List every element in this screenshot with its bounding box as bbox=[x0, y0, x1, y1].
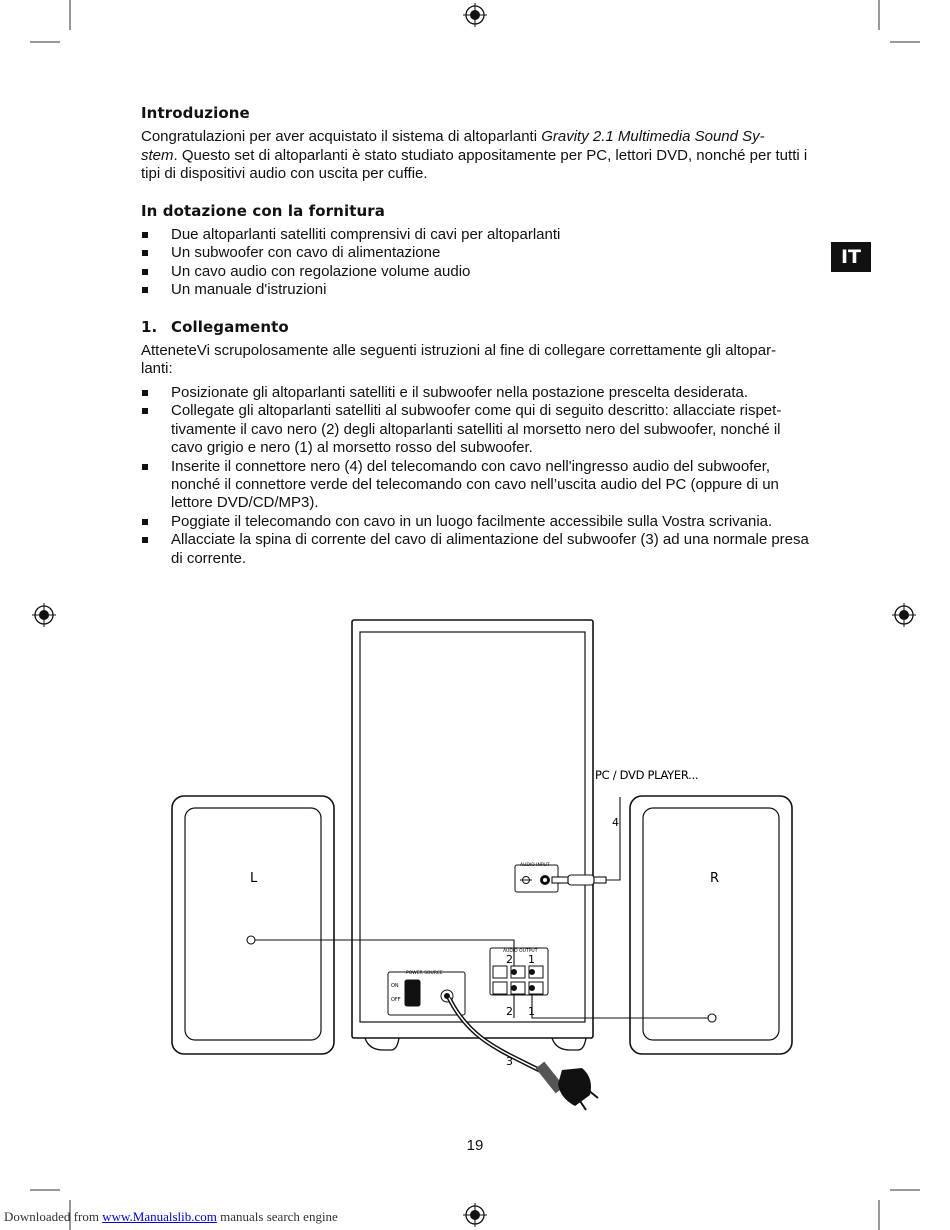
connection-intro bbox=[141, 342, 811, 379]
audio-cable bbox=[552, 797, 620, 885]
page-number: 19 bbox=[466, 1137, 484, 1154]
section-title: Collegamento bbox=[171, 317, 289, 336]
connection-intro-line: AtteneteVi scrupolosamente alle seguenti istruzioni al fine di collegare correttamente gli altopar- bbox=[141, 342, 777, 360]
switch-on-label: ON bbox=[391, 983, 399, 989]
audio-input-label: AUDIO INPUT bbox=[520, 863, 550, 868]
right-speaker bbox=[630, 796, 792, 1054]
connection-intro-line: lanti: bbox=[141, 360, 173, 378]
connection-heading bbox=[141, 318, 811, 336]
left-speaker bbox=[172, 796, 334, 1054]
right-speaker-label: R bbox=[710, 871, 720, 886]
footer-prefix: Downloaded from bbox=[4, 1209, 103, 1224]
callout-1: 1 bbox=[528, 953, 535, 966]
intro-section bbox=[141, 104, 811, 184]
registration-target-icon bbox=[32, 603, 56, 627]
speaker-wires bbox=[247, 936, 716, 1022]
callout-4: 4 bbox=[612, 816, 619, 829]
audio-output-label: AUDIO OUTPUT bbox=[503, 949, 538, 954]
source-label: PC / DVD PLAYER... bbox=[595, 768, 699, 782]
product-name: Gravity 2.1 Multimedia Sound Sy- bbox=[541, 128, 765, 146]
intro-paragraph bbox=[141, 128, 811, 183]
list-item: Allacciate la spina di corrente del cavo di alimentazione del subwoofer (3) ad una normale presa di corrente. bbox=[141, 531, 811, 568]
list-item: Due altoparlanti satelliti comprensivi di cavi per altoparlanti bbox=[141, 226, 811, 244]
connection-diagram bbox=[160, 612, 810, 1112]
audio-output-panel bbox=[490, 948, 548, 995]
registration-target-icon bbox=[463, 3, 487, 27]
list-item: Poggiate il telecomando con cavo in un luogo facilmente accessibile sulla Vostra scrivania. bbox=[141, 513, 811, 531]
registration-target-icon bbox=[463, 1203, 487, 1227]
callout-1: 1 bbox=[528, 1005, 535, 1018]
power-source-label: POWER SOURCE bbox=[406, 971, 443, 976]
list-item: Collegate gli altoparlanti satelliti al subwoofer come qui di seguito descritto: allacciate rispet-tivamente il cavo nero (2) degli altoparlanti satelliti al morsetto nero del subwoofer, nonché il cavo grigio e nero (1) al morsetto rosso del subwoofer. bbox=[141, 402, 811, 457]
list-item: Inserite il connettore nero (4) del telecomando con cavo nell'ingresso audio del subwoofer, nonché il connettore verde del telecomando con cavo nell’uscita audio del PC (oppure di un lettore DVD/CD/MP3). bbox=[141, 458, 811, 513]
manualslib-link[interactable]: www.Manualslib.com bbox=[102, 1209, 217, 1224]
product-name-end: stem bbox=[141, 146, 174, 164]
connection-steps bbox=[141, 384, 811, 568]
switch-off-label: OFF bbox=[391, 997, 401, 1003]
contents-heading: In dotazione con la fornitura bbox=[141, 201, 385, 220]
list-item: Posizionate gli altoparlanti satelliti e il subwoofer nella postazione prescelta desiderata. bbox=[141, 384, 811, 402]
list-item: Un subwoofer con cavo di alimentazione bbox=[141, 244, 811, 262]
callout-2: 2 bbox=[506, 953, 513, 966]
power-plug-icon bbox=[540, 1065, 598, 1110]
intro-text-start: Congratulazioni per aver acquistato il sistema di altoparlanti bbox=[141, 128, 542, 146]
footer bbox=[4, 1209, 338, 1225]
language-tab: IT bbox=[831, 242, 871, 272]
left-speaker-label: L bbox=[250, 871, 258, 886]
list-item: Un cavo audio con regolazione volume audio bbox=[141, 263, 811, 281]
callout-2: 2 bbox=[506, 1005, 513, 1018]
intro-text-end: . Questo set di altoparlanti è stato studiato appositamente per PC, lettori DVD, nonché per tutti i tipi di dispositivi audio con uscita per cuffie. bbox=[141, 146, 808, 183]
connection-section bbox=[141, 318, 811, 568]
callout-3: 3 bbox=[506, 1055, 513, 1068]
contents-list bbox=[141, 226, 811, 300]
list-item: Un manuale d'istruzioni bbox=[141, 281, 811, 299]
footer-suffix: manuals search engine bbox=[216, 1209, 338, 1224]
intro-heading: Introduzione bbox=[141, 104, 250, 122]
section-number: 1. bbox=[141, 317, 158, 336]
contents-section bbox=[141, 202, 811, 300]
manual-text bbox=[141, 104, 811, 568]
registration-target-icon bbox=[892, 603, 916, 627]
